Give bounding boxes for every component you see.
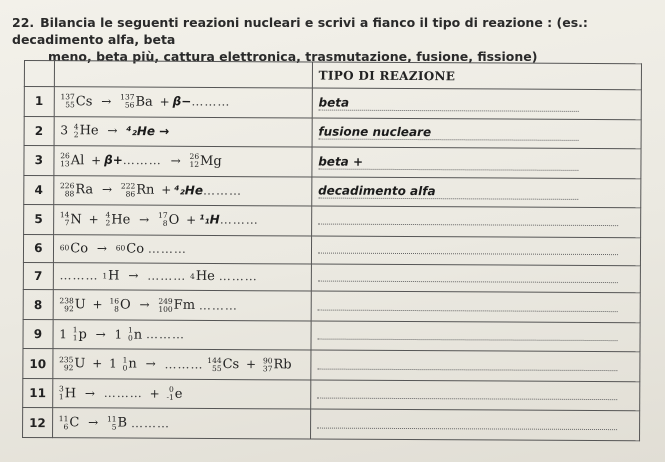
mass-number: 1 [102,271,108,281]
plus-sign: + [186,212,197,227]
reaction-equation [53,319,311,350]
row-number: 3 [24,146,54,176]
empty-answer-line [318,243,618,256]
arrow: → [145,356,156,371]
arrow: → [101,182,113,197]
atomic-number: -1 [166,392,174,402]
table-row [24,146,641,179]
nuclide [166,386,182,402]
plus-sign: + [246,357,257,372]
atomic-number: 37 [262,363,273,373]
exercise-number: 22. [12,15,35,30]
nuclide [59,297,85,313]
arrow: → [101,94,112,109]
empty-answer-line [318,214,618,227]
element-symbol: Rn [136,182,155,199]
mass-number: 249 [158,296,173,306]
row-number: 10 [23,349,53,379]
element-symbol: C [69,415,80,431]
instruction-line-2: meno, beta più, cattura elettronica, trasmutazione, fusione, fissione) [48,49,538,64]
atomic-number: 0 [127,333,133,343]
dotted-blank: ……… [147,269,187,284]
reaction-equation [53,290,311,321]
mass-number: 16 [109,296,120,306]
atomic-number: 5 [111,422,117,432]
reaction-equation [53,175,311,206]
element-symbol: Mg [200,153,222,169]
row-number: 9 [23,319,53,349]
reaction-equation [52,379,310,410]
mass-number: 60 [59,243,70,253]
exercise-instructions [12,14,652,65]
empty-answer-line [317,358,617,371]
empty-answer-line [317,417,617,430]
coefficient: 1 [109,356,117,371]
element-symbol: n [128,356,137,372]
mass-number: 0 [169,384,174,394]
element-symbol: Rb [273,357,292,373]
plus-sign: + [149,386,160,401]
reaction-type-cell [312,147,641,178]
nuclide [158,212,179,228]
element-symbol: Co [126,241,145,257]
reaction-type-cell [312,118,641,149]
mass-number: 1 [128,325,133,335]
reaction-type-cell [310,380,639,411]
atomic-number: 55 [65,100,75,110]
atomic-number: 8 [162,219,168,229]
nuclide [207,357,239,373]
handwritten-answer: ¹₁H [199,212,220,227]
nuclide [189,153,221,169]
table-row [24,175,641,208]
plus-sign: + [159,94,170,109]
handwritten-type: beta + [318,154,578,170]
nuclide [105,212,130,228]
atomic-number: 6 [63,421,69,431]
mass-number: 144 [207,355,222,365]
arrow: → [139,297,150,312]
atomic-number: 7 [64,218,70,228]
plus-sign: + [161,183,172,198]
mass-number: 3 [58,384,64,394]
reaction-equation [53,349,311,380]
element-symbol: He [111,212,131,228]
nuclide [121,182,155,198]
element-symbol: H [64,385,77,401]
mass-number: 238 [59,295,74,305]
header-equation-cell [54,61,312,88]
reaction-equation [54,146,312,177]
arrow: → [84,385,96,401]
atomic-number: 2 [105,218,111,228]
row-number: 1 [24,87,54,117]
mass-number: 137 [60,92,75,102]
empty-answer-line [317,329,617,342]
element-symbol: O [119,297,131,313]
nuclide [107,415,127,431]
mass-number: 222 [120,181,136,191]
nuclide [263,357,292,373]
element-symbol: Al [70,153,85,169]
handwritten-answer: ⁴₂He → [126,123,170,139]
element-symbol: He [195,269,215,285]
mass-number: 4 [190,271,195,281]
element-symbol: Cs [75,94,93,110]
header-number-cell [24,61,54,87]
reaction-type-cell [312,88,641,119]
element-symbol: U [74,356,86,372]
mass-number: 226 [60,181,75,191]
nuclide [59,385,76,401]
reaction-equation [53,205,311,236]
nuclide [109,297,130,313]
plus-sign: + [92,356,103,371]
reaction-type-cell [311,236,640,266]
dotted-blank: ……… [219,212,259,228]
handwritten-type: beta [319,95,579,111]
dotted-blank: ……… [164,356,204,372]
element-symbol: B [117,415,128,431]
row-number: 11 [23,378,53,408]
empty-answer-line [317,388,617,401]
row-number: 2 [24,116,54,146]
mass-number: 4 [73,122,79,132]
arrow: → [95,326,106,342]
row-number: 12 [23,408,53,438]
row-number: 5 [24,205,54,235]
element-symbol: Cs [222,357,240,373]
nuclide [128,327,142,343]
atomic-number: 8 [114,304,119,314]
nuclide [102,269,119,284]
handwritten-type: decadimento alfa [318,184,578,200]
element-symbol: e [174,386,183,402]
coefficient: 3 [60,123,69,138]
reaction-type-cell [311,291,640,322]
row-number: 6 [23,234,53,262]
mass-number: 1 [72,325,78,335]
atomic-number: 55 [212,363,222,373]
reaction-type-cell [311,206,640,237]
mass-number: 14 [59,210,70,220]
plus-sign: + [92,297,103,312]
reaction-type-cell [311,321,640,352]
reaction-type-cell [312,177,641,208]
mass-number: 26 [60,151,70,161]
table-row [24,87,641,120]
element-symbol: n [133,327,143,343]
table-row [23,349,640,382]
handwritten-answer: β− [172,94,192,109]
type-column-header: TIPO DI REAZIONE [318,68,456,83]
arrow: → [107,123,118,138]
table-row [23,234,640,265]
header-type-cell [312,62,641,90]
atomic-number: 56 [124,100,135,110]
nuclide [158,297,195,313]
element-symbol: Ra [75,182,94,198]
element-symbol: Fm [173,297,196,313]
table-row [23,262,640,293]
nuclide [74,123,99,139]
atomic-number: 2 [73,130,79,140]
nuclide [73,326,87,342]
element-symbol: O [168,212,180,228]
element-symbol: He [79,123,99,139]
arrow: → [96,240,107,256]
plus-sign: + [91,153,102,168]
atomic-number: 88 [64,189,75,199]
reaction-equation [54,87,312,118]
reaction-type-cell [311,264,640,294]
atomic-number: 92 [63,362,74,372]
arrow: → [88,415,99,430]
dotted-blank: ……… [198,297,238,313]
element-symbol: U [74,297,86,313]
coefficient: 1 [59,326,67,341]
dotted-blank: ……… [147,241,187,256]
nuclide [60,153,84,169]
mass-number: 137 [120,92,135,102]
table-row [24,116,641,149]
nuclide [60,241,88,256]
reaction-equation [53,234,311,263]
nuclide [123,356,137,372]
reaction-equation [53,262,311,291]
atomic-number: 86 [125,189,136,199]
dotted-blank: ……… [59,268,99,283]
row-number: 8 [23,290,53,320]
table-header-row [24,61,641,90]
handwritten-answer: ⁴₂He [174,183,204,198]
element-symbol: Co [70,240,89,256]
dotted-blank: ……… [191,94,231,109]
atomic-number: 92 [64,303,74,313]
table-row [23,319,640,352]
element-symbol: H [108,268,120,284]
mass-number: 11 [107,414,117,424]
mass-number: 4 [105,210,111,220]
nuclide [59,356,85,372]
row-number: 7 [23,262,53,290]
element-symbol: Ba [135,94,153,110]
dotted-blank: ……… [202,183,243,198]
coefficient: 1 [114,327,123,342]
mass-number: 11 [58,413,69,423]
reactions-table [22,60,642,441]
mass-number: 1 [122,355,128,365]
reaction-equation [52,408,310,439]
arrow: → [128,268,139,283]
handwritten-type: fusione nucleare [318,125,578,141]
atomic-number: 0 [122,363,128,373]
atomic-number: 12 [189,160,200,170]
atomic-number: 13 [60,159,70,169]
table-row [23,290,640,323]
table-row [24,205,641,238]
mass-number: 235 [59,354,74,364]
reaction-type-cell [311,350,640,381]
dotted-blank: ……… [145,327,186,342]
table-row [23,378,640,411]
atomic-number: 1 [58,392,64,402]
atomic-number: 100 [158,304,173,314]
nuclide [60,182,93,198]
nuclide [120,94,153,110]
element-symbol: N [70,212,82,228]
mass-number: 17 [158,211,168,221]
table-row [23,408,640,441]
dotted-blank: ……… [122,153,162,168]
nuclide [60,94,92,110]
mass-number: 26 [189,152,200,162]
plus-sign: + [88,212,99,227]
dotted-blank: ……… [130,415,170,430]
nuclide [60,212,82,228]
dotted-blank: ……… [103,386,143,401]
arrow: → [139,212,150,227]
reaction-equation [54,116,312,147]
nuclide [190,269,215,284]
row-number: 4 [24,175,54,205]
instruction-line-1: Bilancia le seguenti reazioni nucleari e scrivi a fianco il tipo di reazione : (es.: decadimento alfa, beta [12,15,588,47]
mass-number: 60 [115,243,126,253]
reaction-type-cell [310,409,639,440]
element-symbol: p [78,326,87,342]
nuclide [116,241,144,256]
arrow: → [170,153,181,168]
mass-number: 90 [262,355,273,365]
atomic-number: 1 [72,333,78,343]
nuclide [59,415,80,431]
empty-answer-line [317,299,617,312]
handwritten-answer: β+ [104,153,123,168]
empty-answer-line [318,270,618,283]
dotted-blank: ……… [218,269,258,284]
